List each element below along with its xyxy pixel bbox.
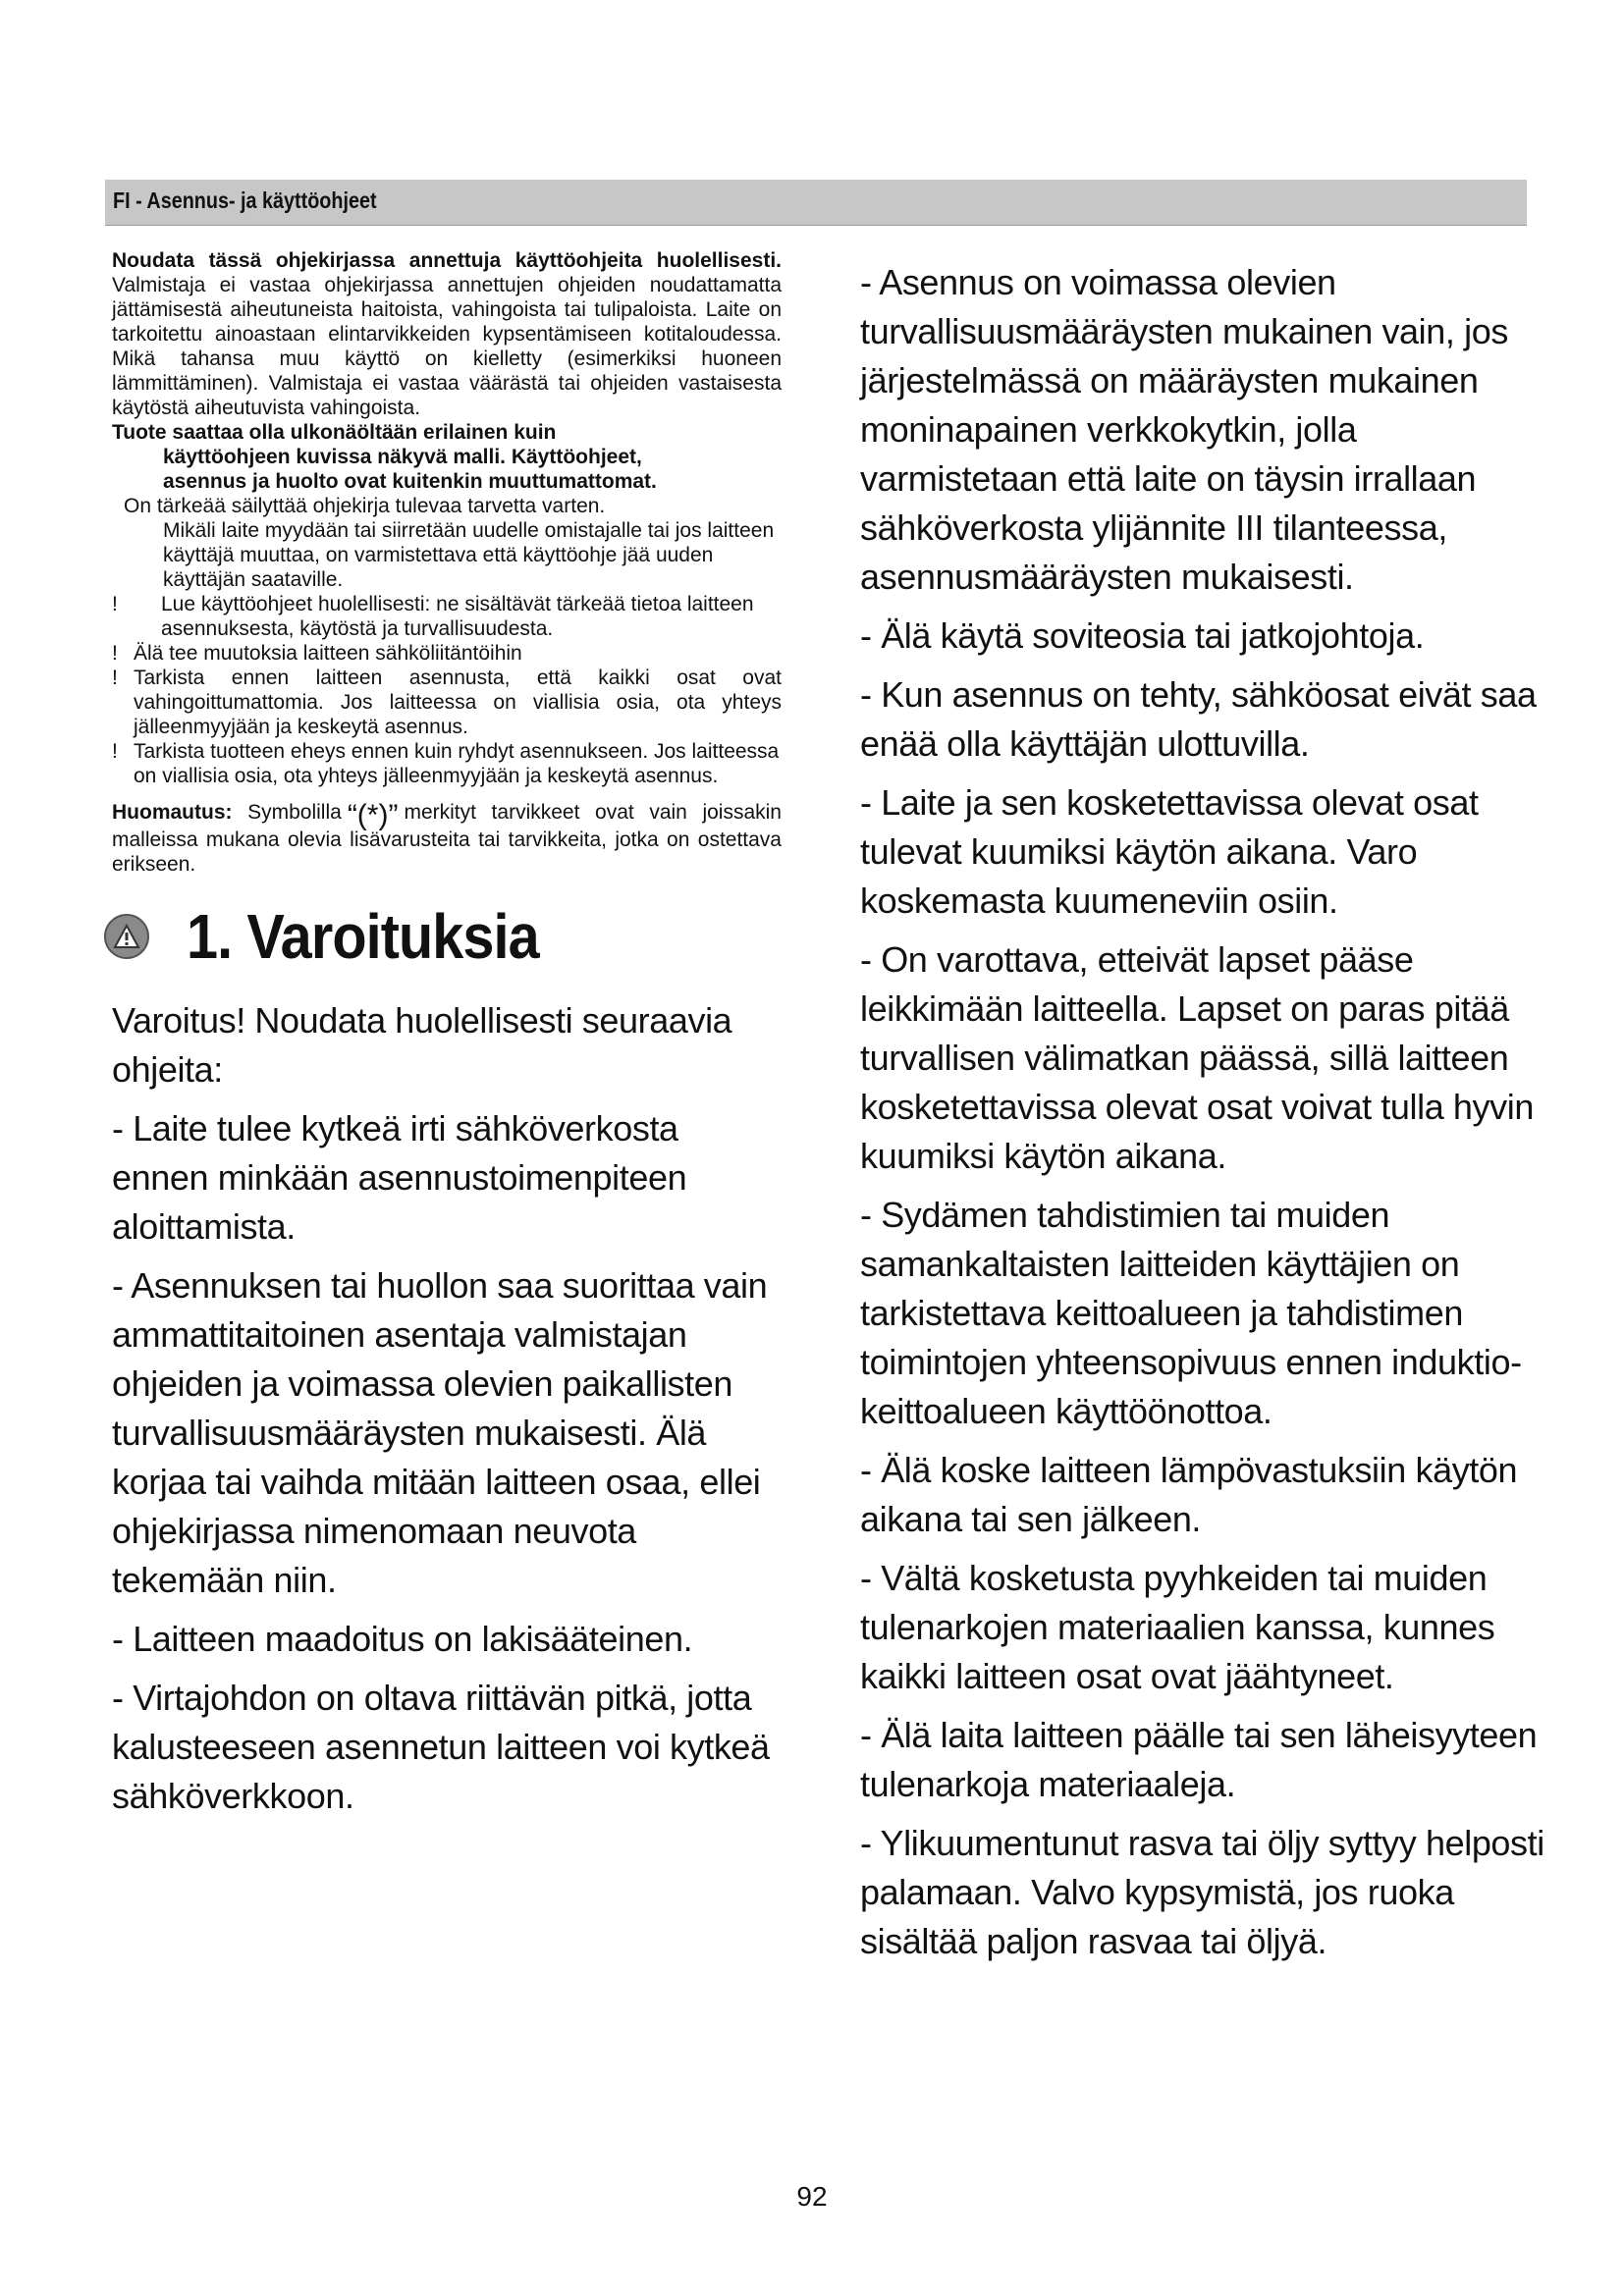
warning-item: - On varottava, etteivät lapset pääse leikkimään laitteella. Lapset on paras pitää turvallisen välimatkan päässä, sillä laitteen kosketettavissa olevat osat voivat tulla hyvin kuumiksi käytön aikana. (860, 939, 1534, 1176)
warning-item: - Kun asennus on tehty, sähköosat eivät saa enää olla käyttäjän ulottuvilla. (860, 674, 1537, 764)
warning-item: - Laite ja sen kosketettavissa olevat osat tulevat kuumiksi käytön aikana. Varo koskemasta kuumeneviin osiin. (860, 782, 1479, 921)
appearance-line-3: asennus ja huolto ovat kuitenkin muuttumattomat. (163, 470, 657, 493)
intro-bold-lead: Noudata tässä ohjekirjassa annettuja käyttöohjeita huolellisesti. (112, 249, 782, 272)
note-post: merkityt tarvikkeet ovat vain joissakin malleissa mukana olevia lisävarusteita tai tarvikkeita, jotka on ostettava erikseen. (112, 801, 782, 876)
note-paragraph (112, 800, 782, 877)
caution-item (112, 592, 782, 641)
warning-item: - Laite tulee kytkeä irti sähköverkosta ennen minkään asennustoimenpiteen aloittamista. (112, 1108, 687, 1247)
right-column (860, 258, 1547, 1976)
section-heading (104, 900, 782, 973)
keep-manual-text: On tärkeää säilyttää ohjekirja tulevaa tarvetta varten. (124, 495, 606, 517)
warning-item: - Virtajohdon on oltava riittävän pitkä, jotta kalusteeseen asennetun laitteen voi kytkeä sähköverkkoon. (112, 1678, 770, 1816)
warning-item: - Älä koske laitteen lämpövastuksiin käytön aikana tai sen jälkeen. (860, 1450, 1518, 1539)
caution-item (112, 666, 782, 739)
exclamation-mark: ! (112, 642, 118, 665)
header-title: FI - Asennus- ja käyttöohjeet (113, 187, 377, 213)
caution-text: Lue käyttöohjeet huolellisesti: ne sisältävät tärkeää tietoa laitteen asennuksesta, käytöstä ja turvallisuudesta. (161, 593, 754, 640)
warning-item: - Laitteen maadoitus on lakisääteinen. (112, 1619, 693, 1659)
warning-item: - Ylikuumentunut rasva tai öljy syttyy helposti palamaan. Valvo kypsymistä, jos ruoka sisältää paljon rasvaa tai öljyä. (860, 1823, 1544, 1961)
caution-text: Tarkista ennen laitteen asennusta, että kaikki osat ovat vahingoittumattomia. Jos laitteessa on viallisia osia, ota yhteys jälleenmyyjään ja keskeytä asennus. (134, 667, 782, 738)
intro-paragraph (112, 248, 782, 420)
page-number: 92 (796, 2181, 828, 2212)
warning-item: - Asennuksen tai huollon saa suorittaa vain ammattitaitoinen asentaja valmistajan ohjeiden ja voimassa olevien paikallisten turvallisuusmääräysten mukaisesti. Älä korjaa tai vaihda mitään laitteen osaa, ellei ohjekirjassa nimenomaan neuvota tekemään niin. (112, 1265, 768, 1600)
section-header-bar (105, 180, 1527, 226)
exclamation-mark: ! (112, 740, 118, 763)
warning-intro: Varoitus! Noudata huolellisesti seuraavia ohjeita: (112, 1000, 732, 1090)
warning-item: - Älä käytä soviteosia tai jatkojohtoja. (860, 615, 1425, 656)
caution-item (112, 641, 782, 666)
caution-text: Tarkista tuotteen eheys ennen kuin ryhdyt asennukseen. Jos laitteessa on viallisia osia, ota yhteys jälleenmyyjään ja keskeytä asennus. (134, 740, 780, 787)
exclamation-mark: ! (112, 593, 118, 615)
sold-device-text: Mikäli laite myydään tai siirretään uudelle omistajalle tai jos laitteen käyttäjä muuttaa, on varmistettava että käyttöohje jää uuden käyttäjän saataville. (163, 519, 775, 591)
warning-item: - Asennus on voimassa olevien turvallisuusmääräysten mukainen vain, jos järjestelmässä on määräysten mukainen moninapainen verkkokytkin, jolla varmistetaan että laite on täysin irrallaan sähköverkosta ylijännite III tilanteessa, asennusmääräysten mukaisesti. (860, 262, 1508, 597)
caution-item (112, 739, 782, 788)
note-label: Huomautus: (112, 801, 233, 824)
appearance-line-1: Tuote saattaa olla ulkonäöltään erilainen kuin (112, 421, 557, 444)
left-column (112, 248, 782, 1831)
warning-item: - Sydämen tahdistimien tai muiden samankaltaisten laitteiden käyttäjien on tarkistettava keittoalueen ja tahdistimen toimintojen yhteensopivuus ennen induktio-keittoalueen käyttöönottoa. (860, 1195, 1522, 1431)
intro-text: Valmistaja ei vastaa ohjekirjassa annettujen ohjeiden noudattamatta jättämisestä aiheutuneista haitoista, vahingoista tai tulipaloista. Laite on tarkoitettu ainoastaan elintarvikkeiden kypsentämiseen kotitaloudessa. Mikä tahansa muu käyttö on kielletty (esimerkiksi huoneen lämmittäminen). Valmistaja ei vastaa väärästä tai ohjeiden vastaisesta käytöstä aiheutuvista vahingoista. (112, 274, 782, 419)
warning-triangle-icon (104, 914, 149, 959)
warning-item: - Vältä kosketusta pyyhkeiden tai muiden tulenarkojen materiaalien kanssa, kunnes kaikki laitteen osat ovat jäähtyneet. (860, 1558, 1495, 1696)
note-pre: Symbolilla (247, 801, 342, 824)
note-symbol: “(*)” (347, 799, 399, 831)
section-title: 1. Varoituksia (187, 901, 539, 972)
warning-item: - Älä laita laitteen päälle tai sen läheisyyteen tulenarkoja materiaaleja. (860, 1715, 1538, 1804)
appearance-line-2: käyttöohjeen kuvissa näkyvä malli. Käyttöohjeet, (163, 446, 642, 468)
caution-text: Älä tee muutoksia laitteen sähköliitäntöihin (134, 642, 522, 665)
exclamation-mark: ! (112, 667, 118, 689)
